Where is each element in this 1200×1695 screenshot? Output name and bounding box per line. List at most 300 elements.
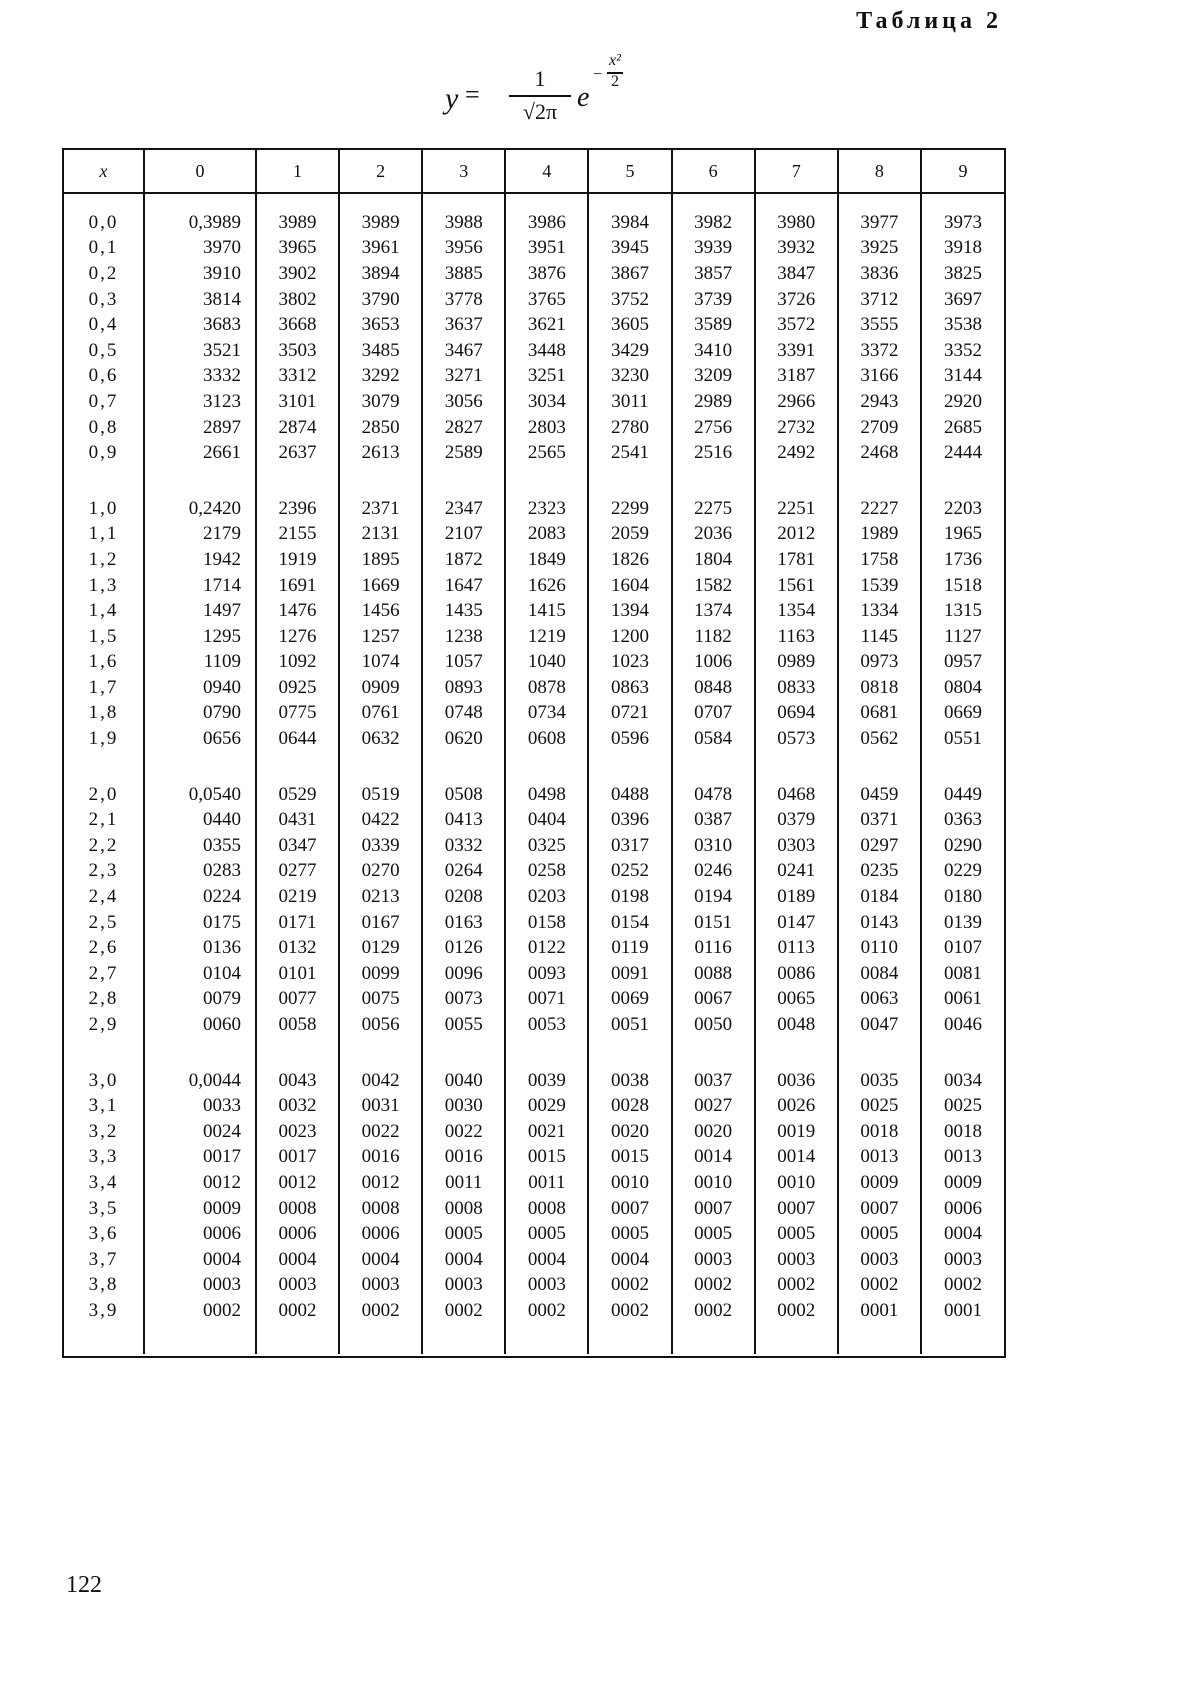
density-cell: 0163 [422, 910, 505, 936]
table-row [64, 547, 1004, 573]
density-cell: 0004 [256, 1247, 339, 1273]
density-cell: 1669 [339, 573, 422, 599]
spacer-cell [505, 466, 588, 496]
x-value-cell: 3,3 [88, 1146, 119, 1168]
density-cell: 0387 [672, 807, 755, 833]
density-cell: 0129 [339, 935, 422, 961]
density-cell: 0067 [672, 987, 755, 1013]
x-value-cell: 1,6 [88, 651, 119, 673]
density-cell: 1582 [672, 573, 755, 599]
x-value-cell: 3,6 [88, 1223, 119, 1245]
density-cell: 3011 [588, 389, 671, 415]
density-cell: 3752 [588, 287, 671, 313]
density-cell: 3739 [672, 287, 755, 313]
exponent-numerator: x² [609, 52, 621, 69]
x-value-cell: 0,2 [88, 262, 119, 284]
spacer-cell [838, 466, 921, 496]
spacer-cell [672, 193, 755, 210]
density-cell: 0006 [144, 1221, 256, 1247]
density-cell: 0027 [672, 1093, 755, 1119]
density-cell: 1476 [256, 598, 339, 624]
density-cell: 1965 [921, 522, 1004, 548]
spacer-cell [422, 752, 505, 782]
x-value-cell: 0,7 [88, 390, 119, 412]
density-cell: 0040 [422, 1068, 505, 1094]
density-cell: 0440 [144, 807, 256, 833]
density-cell: 1456 [339, 598, 422, 624]
density-cell: 0081 [921, 961, 1004, 987]
density-cell: 0748 [422, 701, 505, 727]
density-cell: 0498 [505, 782, 588, 808]
density-cell: 2943 [838, 389, 921, 415]
density-cell: 3352 [921, 338, 1004, 364]
x-value-cell: 0,4 [88, 314, 119, 336]
table-row [64, 1170, 1004, 1196]
density-cell: 0893 [422, 675, 505, 701]
density-cell: 3973 [921, 210, 1004, 236]
density-cell: 0,2420 [144, 496, 256, 522]
density-cell: 0050 [672, 1012, 755, 1038]
spacer-cell [672, 1038, 755, 1068]
spacer-cell [588, 1324, 671, 1354]
density-cell: 1989 [838, 522, 921, 548]
spacer-cell [505, 1038, 588, 1068]
density-cell: 0632 [339, 726, 422, 752]
normal-density-table [64, 150, 1004, 1354]
density-cell: 0037 [672, 1068, 755, 1094]
table-row [64, 312, 1004, 338]
table-row [64, 1068, 1004, 1094]
x-value-cell: 0,8 [88, 416, 119, 438]
density-cell: 0002 [505, 1298, 588, 1324]
density-cell: 0005 [505, 1221, 588, 1247]
density-cell: 1781 [755, 547, 838, 573]
density-cell: 0003 [422, 1273, 505, 1299]
density-cell: 2756 [672, 415, 755, 441]
density-cell: 0371 [838, 807, 921, 833]
density-cell: 2966 [755, 389, 838, 415]
density-cell: 0002 [672, 1273, 755, 1299]
density-cell: 3825 [921, 261, 1004, 287]
spacer-cell [256, 1324, 339, 1354]
density-cell: 0022 [339, 1119, 422, 1145]
density-cell: 0303 [755, 833, 838, 859]
x-value-cell: 2,0 [88, 783, 119, 805]
density-cell: 2444 [921, 440, 1004, 466]
density-cell: 1257 [339, 624, 422, 650]
density-cell: 0681 [838, 701, 921, 727]
density-cell: 0119 [588, 935, 671, 961]
density-cell: 1736 [921, 547, 1004, 573]
density-cell: 0002 [755, 1298, 838, 1324]
density-cell: 0608 [505, 726, 588, 752]
density-cell: 1374 [672, 598, 755, 624]
formula-fraction [509, 65, 571, 125]
density-cell: 0005 [422, 1221, 505, 1247]
density-cell: 3982 [672, 210, 755, 236]
density-cell: 0258 [505, 859, 588, 885]
x-value-cell: 1,5 [88, 625, 119, 647]
density-cell: 0379 [755, 807, 838, 833]
density-cell: 0004 [588, 1247, 671, 1273]
density-cell: 0644 [256, 726, 339, 752]
density-cell: 0093 [505, 961, 588, 987]
density-cell: 0229 [921, 859, 1004, 885]
density-cell: 3572 [755, 312, 838, 338]
x-value-cell: 3,7 [88, 1248, 119, 1270]
density-cell: 1315 [921, 598, 1004, 624]
density-cell: 0180 [921, 884, 1004, 910]
density-cell: 0005 [672, 1221, 755, 1247]
table-row [64, 675, 1004, 701]
spacer-cell [256, 752, 339, 782]
density-cell: 0584 [672, 726, 755, 752]
spacer-cell [755, 1324, 838, 1354]
spacer-cell [144, 193, 256, 210]
density-cell: 0003 [505, 1273, 588, 1299]
spacer-cell [838, 193, 921, 210]
density-cell: 1163 [755, 624, 838, 650]
column-header-8: 8 [838, 150, 921, 193]
density-cell: 2036 [672, 522, 755, 548]
density-cell: 1127 [921, 624, 1004, 650]
density-cell: 3312 [256, 364, 339, 390]
density-cell: 0656 [144, 726, 256, 752]
density-cell: 2685 [921, 415, 1004, 441]
density-cell: 0039 [505, 1068, 588, 1094]
x-value-cell: 2,8 [88, 988, 119, 1010]
density-cell: 0347 [256, 833, 339, 859]
density-cell: 0015 [588, 1145, 671, 1171]
density-cell: 0297 [838, 833, 921, 859]
density-cell: 2059 [588, 522, 671, 548]
density-cell: 2299 [588, 496, 671, 522]
density-cell: 1714 [144, 573, 256, 599]
density-cell: 1895 [339, 547, 422, 573]
density-cell: 0833 [755, 675, 838, 701]
table-row [64, 1298, 1004, 1324]
density-cell: 0551 [921, 726, 1004, 752]
density-cell: 0042 [339, 1068, 422, 1094]
density-cell: 0010 [755, 1170, 838, 1196]
density-cell: 0122 [505, 935, 588, 961]
table-row [64, 496, 1004, 522]
density-cell: 0073 [422, 987, 505, 1013]
table-row [64, 726, 1004, 752]
density-cell: 0151 [672, 910, 755, 936]
x-value-cell: 2,4 [88, 886, 119, 908]
column-header-9: 9 [921, 150, 1004, 193]
formula-sign: = [465, 80, 480, 109]
density-cell: 2468 [838, 440, 921, 466]
x-value-cell: 1,3 [88, 574, 119, 596]
density-cell: 0818 [838, 675, 921, 701]
density-cell: 3977 [838, 210, 921, 236]
density-cell: 3956 [422, 236, 505, 262]
density-cell: 0055 [422, 1012, 505, 1038]
spacer-cell [588, 752, 671, 782]
x-value-cell: 3,9 [88, 1299, 119, 1321]
density-cell: 0003 [838, 1247, 921, 1273]
spacer-cell [921, 1324, 1004, 1354]
density-cell: 0036 [755, 1068, 838, 1094]
density-cell: 0002 [838, 1273, 921, 1299]
spacer-cell [339, 466, 422, 496]
density-cell: 0002 [588, 1273, 671, 1299]
density-cell: 0707 [672, 701, 755, 727]
density-cell: 0761 [339, 701, 422, 727]
density-cell: 1145 [838, 624, 921, 650]
density-cell: 2637 [256, 440, 339, 466]
density-cell: 2989 [672, 389, 755, 415]
table-row [64, 389, 1004, 415]
density-cell: 0459 [838, 782, 921, 808]
density-cell: 2492 [755, 440, 838, 466]
density-cell: 0,0540 [144, 782, 256, 808]
density-cell: 3429 [588, 338, 671, 364]
table-row [64, 807, 1004, 833]
density-cell: 0007 [672, 1196, 755, 1222]
density-formula [445, 52, 645, 130]
formula-numerator: 1 [534, 66, 546, 91]
density-cell: 0025 [838, 1093, 921, 1119]
density-cell: 3668 [256, 312, 339, 338]
density-cell: 0047 [838, 1012, 921, 1038]
density-cell: 1647 [422, 573, 505, 599]
column-header-4: 4 [505, 150, 588, 193]
exponent-sign: − [593, 66, 603, 83]
spacer-cell [755, 466, 838, 496]
density-cell: 0018 [921, 1119, 1004, 1145]
table-row [64, 1119, 1004, 1145]
density-cell: 0063 [838, 987, 921, 1013]
density-cell: 0024 [144, 1119, 256, 1145]
density-cell: 0413 [422, 807, 505, 833]
density-cell: 3802 [256, 287, 339, 313]
density-cell: 3538 [921, 312, 1004, 338]
density-cell: 0669 [921, 701, 1004, 727]
x-value-cell: 3,8 [88, 1274, 119, 1296]
normal-density-table-frame [62, 148, 1006, 1358]
density-cell: 0001 [921, 1298, 1004, 1324]
density-cell: 0006 [256, 1221, 339, 1247]
density-cell: 0468 [755, 782, 838, 808]
table-row [64, 1273, 1004, 1299]
density-cell: 3251 [505, 364, 588, 390]
spacer-cell [64, 752, 144, 782]
x-value-cell: 1,4 [88, 600, 119, 622]
density-cell: 3989 [339, 210, 422, 236]
density-cell: 3726 [755, 287, 838, 313]
density-cell: 1276 [256, 624, 339, 650]
density-cell: 1238 [422, 624, 505, 650]
density-cell: 0431 [256, 807, 339, 833]
density-cell: 3876 [505, 261, 588, 287]
density-cell: 2613 [339, 440, 422, 466]
density-cell: 3918 [921, 236, 1004, 262]
density-cell: 0478 [672, 782, 755, 808]
density-cell: 0034 [921, 1068, 1004, 1094]
spacer-cell [144, 752, 256, 782]
density-cell: 0529 [256, 782, 339, 808]
x-value-cell: 2,7 [88, 962, 119, 984]
spacer-cell [256, 466, 339, 496]
density-cell: 0143 [838, 910, 921, 936]
table-row [64, 1012, 1004, 1038]
density-cell: 3123 [144, 389, 256, 415]
density-cell: 3697 [921, 287, 1004, 313]
density-cell: 2541 [588, 440, 671, 466]
density-cell: 0116 [672, 935, 755, 961]
column-header-0: 0 [144, 150, 256, 193]
density-cell: 0004 [339, 1247, 422, 1273]
table-title: Таблица 2 [856, 8, 1002, 34]
density-cell: 0003 [672, 1247, 755, 1273]
density-cell: 0061 [921, 987, 1004, 1013]
density-cell: 2155 [256, 522, 339, 548]
spacer-cell [339, 752, 422, 782]
density-cell: 3984 [588, 210, 671, 236]
table-row [64, 884, 1004, 910]
density-cell: 0013 [921, 1145, 1004, 1171]
x-value-cell: 3,1 [88, 1095, 119, 1117]
density-cell: 1023 [588, 650, 671, 676]
density-cell: 2565 [505, 440, 588, 466]
density-cell: 0012 [256, 1170, 339, 1196]
x-value-cell: 1,2 [88, 548, 119, 570]
column-header-1: 1 [256, 150, 339, 193]
density-cell: 0026 [755, 1093, 838, 1119]
column-header-x: x [64, 150, 144, 193]
density-cell: 2897 [144, 415, 256, 441]
x-value-cell: 2,9 [88, 1014, 119, 1036]
density-cell: 0008 [422, 1196, 505, 1222]
density-cell: 0018 [838, 1119, 921, 1145]
density-cell: 0086 [755, 961, 838, 987]
density-cell: 0009 [921, 1170, 1004, 1196]
table-row [64, 859, 1004, 885]
density-cell: 3555 [838, 312, 921, 338]
density-cell: 0006 [339, 1221, 422, 1247]
density-cell: 0277 [256, 859, 339, 885]
density-cell: 0734 [505, 701, 588, 727]
density-cell: 0048 [755, 1012, 838, 1038]
density-cell: 0013 [838, 1145, 921, 1171]
density-cell: 0017 [144, 1145, 256, 1171]
density-cell: 3292 [339, 364, 422, 390]
spacer-cell [144, 1038, 256, 1068]
density-cell: 2347 [422, 496, 505, 522]
block-spacer [64, 466, 1004, 496]
column-header-2: 2 [339, 150, 422, 193]
density-cell: 3932 [755, 236, 838, 262]
x-value-cell: 1,7 [88, 676, 119, 698]
density-cell: 0002 [672, 1298, 755, 1324]
density-cell: 0007 [838, 1196, 921, 1222]
density-cell: 0043 [256, 1068, 339, 1094]
density-cell: 0213 [339, 884, 422, 910]
density-cell: 0404 [505, 807, 588, 833]
density-cell: 2251 [755, 496, 838, 522]
density-cell: 3271 [422, 364, 505, 390]
density-cell: 0033 [144, 1093, 256, 1119]
density-cell: 0198 [588, 884, 671, 910]
density-cell: 0973 [838, 650, 921, 676]
density-cell: 0957 [921, 650, 1004, 676]
density-cell: 0208 [422, 884, 505, 910]
density-cell: 3503 [256, 338, 339, 364]
density-cell: 0224 [144, 884, 256, 910]
spacer-cell [64, 1038, 144, 1068]
density-cell: 0009 [144, 1196, 256, 1222]
density-cell: 0060 [144, 1012, 256, 1038]
spacer-cell [838, 1324, 921, 1354]
spacer-cell [422, 1324, 505, 1354]
density-cell: 3939 [672, 236, 755, 262]
density-cell: 0030 [422, 1093, 505, 1119]
density-cell: 0519 [339, 782, 422, 808]
density-cell: 2275 [672, 496, 755, 522]
table-row [64, 573, 1004, 599]
density-cell: 1219 [505, 624, 588, 650]
spacer-cell [144, 1324, 256, 1354]
density-cell: 3144 [921, 364, 1004, 390]
density-cell: 0940 [144, 675, 256, 701]
table-row [64, 701, 1004, 727]
density-cell: 0396 [588, 807, 671, 833]
density-cell: 0804 [921, 675, 1004, 701]
density-cell: 3101 [256, 389, 339, 415]
density-cell: 0110 [838, 935, 921, 961]
density-cell: 0004 [921, 1221, 1004, 1247]
density-cell: 0069 [588, 987, 671, 1013]
density-cell: 0038 [588, 1068, 671, 1094]
x-value-cell: 2,3 [88, 860, 119, 882]
density-cell: 0270 [339, 859, 422, 885]
density-cell: 0010 [672, 1170, 755, 1196]
density-cell: 0012 [339, 1170, 422, 1196]
block-spacer [64, 1324, 1004, 1354]
density-cell: 1497 [144, 598, 256, 624]
density-cell: 1758 [838, 547, 921, 573]
density-cell: 3980 [755, 210, 838, 236]
density-cell: 3867 [588, 261, 671, 287]
density-cell: 0139 [921, 910, 1004, 936]
density-cell: 1539 [838, 573, 921, 599]
density-cell: 3857 [672, 261, 755, 287]
density-cell: 3448 [505, 338, 588, 364]
spacer-cell [588, 1038, 671, 1068]
density-cell: 1435 [422, 598, 505, 624]
density-cell: 0009 [838, 1170, 921, 1196]
density-cell: 3965 [256, 236, 339, 262]
density-cell: 3902 [256, 261, 339, 287]
table-row [64, 236, 1004, 262]
spacer-cell [422, 193, 505, 210]
density-cell: 0079 [144, 987, 256, 1013]
density-cell: 0077 [256, 987, 339, 1013]
density-cell: 0002 [588, 1298, 671, 1324]
density-cell: 0001 [838, 1298, 921, 1324]
table-row [64, 961, 1004, 987]
density-cell: 0075 [339, 987, 422, 1013]
density-cell: 3230 [588, 364, 671, 390]
table-body [64, 193, 1004, 1354]
density-cell: 0562 [838, 726, 921, 752]
density-cell: 1872 [422, 547, 505, 573]
spacer-cell [422, 1038, 505, 1068]
density-cell: 3847 [755, 261, 838, 287]
